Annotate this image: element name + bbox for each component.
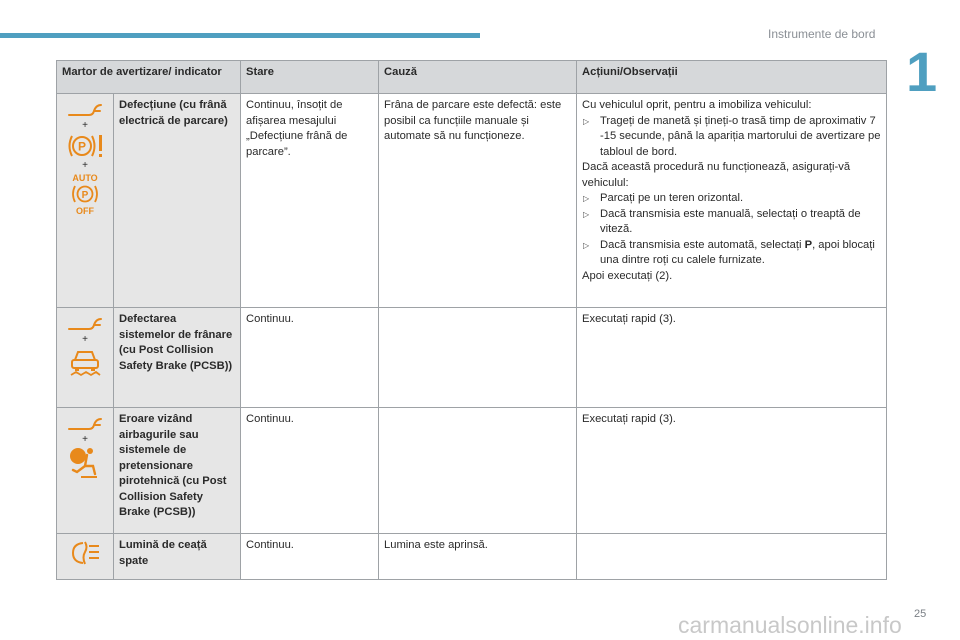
gear-position-label: P xyxy=(804,238,813,251)
plus-sign: + xyxy=(82,120,88,131)
plus-sign: + xyxy=(82,160,88,171)
indicator-cell xyxy=(57,94,114,308)
indicator-cell xyxy=(57,534,114,580)
header-actions: Acțiuni/Observații xyxy=(577,61,887,94)
chapter-number: 1 xyxy=(906,40,938,103)
page-number: 25 xyxy=(914,608,927,620)
cause-cell: Lumina este aprinsă. xyxy=(379,534,577,580)
warning-lights-table xyxy=(56,60,887,580)
wrench-icon xyxy=(67,100,103,120)
actions-cell xyxy=(577,534,887,580)
table-row xyxy=(57,534,887,580)
svg-text:AUTO: AUTO xyxy=(72,173,98,183)
actions-intro: Cu vehiculul oprit, pentru a imobiliza vehiculul: xyxy=(582,99,812,111)
table-row xyxy=(57,94,887,308)
list-item-text: Parcați pe un teren orizontal. xyxy=(600,192,744,204)
state-cell: Continuu. xyxy=(241,534,379,580)
list-item xyxy=(582,191,881,207)
table-row xyxy=(57,408,887,534)
cause-cell: Frâna de parcare este defectă: este posibil ca funcțiile manuale și automate să nu funcționeze. xyxy=(379,94,577,308)
section-title: Instrumente de bord xyxy=(768,27,876,41)
indicator-name: Lumină de ceață spate xyxy=(114,534,241,580)
actions-list xyxy=(582,114,881,161)
rear-fog-light-icon xyxy=(67,540,103,566)
list-item-text: Dacă transmisia este automată, selectați xyxy=(600,238,805,251)
indicator-cell xyxy=(57,308,114,408)
list-item-text: Dacă transmisia este manuală, selectați o treaptă de viteză. xyxy=(600,207,861,235)
indicator-name: Defectarea sistemelor de frânare (cu Post Collision Safety Brake (PCSB)) xyxy=(114,308,241,408)
actions-cell: Executați rapid (3). xyxy=(577,408,887,534)
list-item xyxy=(582,207,881,238)
svg-text:OFF: OFF xyxy=(76,206,94,216)
indicator-name: Eroare vizând airbagurile sau sistemele de pretensionare pirotehnică (cu Post Collision Safety Brake (PCSB)) xyxy=(114,408,241,534)
watermark: carmanualsonline.info xyxy=(678,612,902,638)
actions-middle: Dacă această procedură nu funcționează, asigurați-vă vehiculul: xyxy=(582,161,851,189)
actions-list xyxy=(582,191,881,269)
cause-cell xyxy=(379,308,577,408)
list-item-text: Trageți de manetă și țineți-o trasă timp de aproximativ 7 -15 secunde, până la apariția martorului de avertizare pe tabloul de bord. xyxy=(600,114,881,158)
table-row xyxy=(57,308,887,408)
state-cell: Continuu. xyxy=(241,308,379,408)
table-header-row xyxy=(57,61,887,94)
svg-text:P: P xyxy=(77,139,87,154)
svg-text:P: P xyxy=(81,190,89,201)
arrow-bullet-icon: ▷ xyxy=(583,116,590,126)
plus-sign: + xyxy=(82,434,88,445)
list-item xyxy=(582,114,881,161)
arrow-bullet-icon: ▷ xyxy=(583,194,590,203)
actions-cell: Executați rapid (3). xyxy=(577,308,887,408)
arrow-bullet-icon: ▷ xyxy=(583,209,590,219)
auto-p-off-icon xyxy=(67,172,103,216)
header-state: Stare xyxy=(241,61,379,94)
indicator-name: Defecțiune (cu frână electrică de parcare) xyxy=(114,94,241,308)
parking-brake-warning-icon xyxy=(65,132,105,160)
list-item-text: , apoi blocați una dintre roți cu calele furnizate. xyxy=(600,238,875,266)
plus-sign: + xyxy=(82,334,88,345)
state-cell: Continuu. xyxy=(241,408,379,534)
pcsb-icon xyxy=(67,346,103,378)
indicator-cell xyxy=(57,408,114,534)
wrench-icon xyxy=(67,414,103,434)
header-cause: Cauză xyxy=(379,61,577,94)
header-accent-bar xyxy=(0,33,480,38)
airbag-icon xyxy=(67,446,103,480)
header-indicator: Martor de avertizare/ indicator xyxy=(57,61,241,94)
list-item xyxy=(582,238,881,269)
actions-outro: Apoi executați (2). xyxy=(582,269,673,282)
wrench-icon xyxy=(67,314,103,334)
actions-cell xyxy=(577,94,887,308)
state-cell: Continuu, însoțit de afișarea mesajului „Defecțiune frână de parcare”. xyxy=(241,94,379,308)
cause-cell xyxy=(379,408,577,534)
arrow-bullet-icon: ▷ xyxy=(583,240,590,250)
